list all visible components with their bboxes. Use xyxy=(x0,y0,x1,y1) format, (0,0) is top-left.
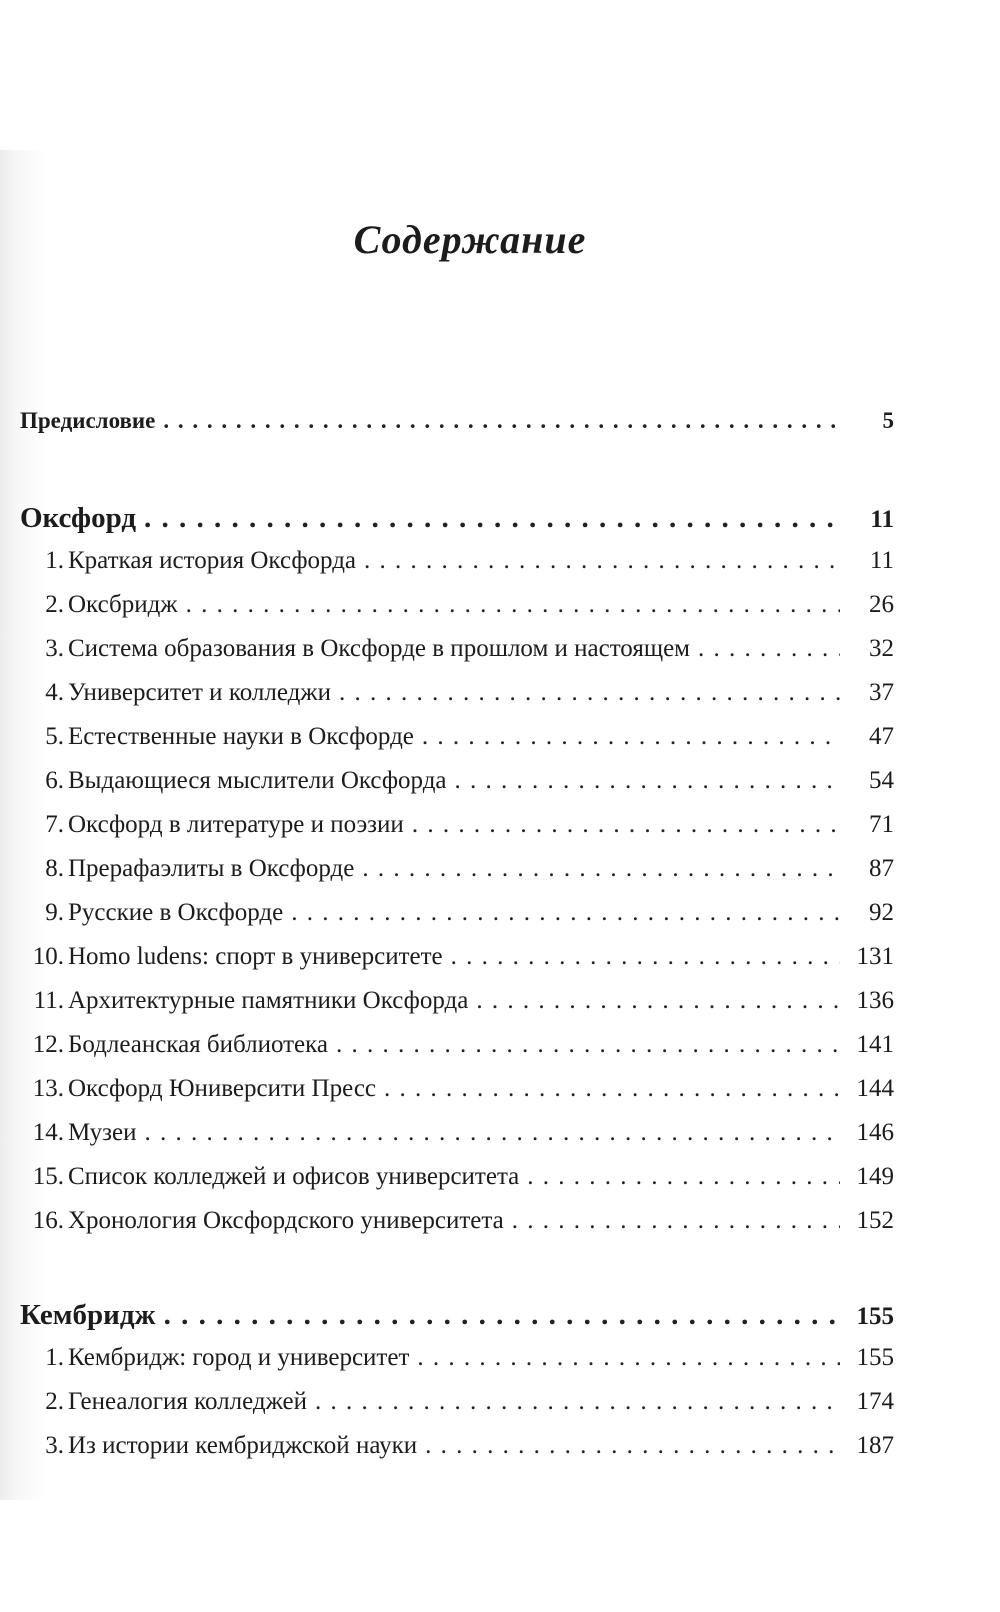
toc-entry xyxy=(20,855,894,899)
entry-label: Оксфорд в литературе и поэзии xyxy=(68,811,404,838)
entry-number: 10. xyxy=(32,943,64,970)
entry-number: 12. xyxy=(32,1031,64,1058)
entry-number: 7. xyxy=(45,811,64,838)
toc-entry xyxy=(20,635,894,679)
toc-entry xyxy=(20,547,894,591)
entry-label: Оксфорд Юниверсити Пресс xyxy=(68,1075,377,1102)
entry-page-number: 37 xyxy=(869,679,894,706)
dot-leader xyxy=(186,591,840,619)
dot-leader xyxy=(527,1163,840,1191)
entry-label: Кембридж: город и университет xyxy=(68,1344,410,1371)
entry-label: Краткая история Оксфорда xyxy=(68,547,357,574)
entry-page-number: 131 xyxy=(856,943,894,970)
toc-entry xyxy=(20,723,894,767)
dot-leader xyxy=(412,811,840,839)
entry-page-number: 146 xyxy=(856,1119,894,1146)
entry-number: 2. xyxy=(45,591,64,618)
dot-leader xyxy=(163,408,840,434)
toc-entry xyxy=(20,591,894,635)
dot-leader xyxy=(336,1031,840,1059)
toc-entry xyxy=(20,811,894,855)
entry-page-number: 92 xyxy=(869,899,894,926)
entry-number: 14. xyxy=(32,1119,64,1146)
entry-label: Homo ludens: спорт в университете xyxy=(68,943,443,970)
entry-number: 11. xyxy=(33,987,64,1014)
dot-leader xyxy=(451,943,840,971)
dot-leader xyxy=(698,635,840,663)
dot-leader xyxy=(364,547,840,575)
entry-label: Из истории кембриджской науки xyxy=(68,1432,418,1459)
entry-number: 16. xyxy=(32,1207,64,1234)
entry-page-number: 155 xyxy=(856,1344,894,1371)
entry-page-number: 136 xyxy=(856,987,894,1014)
dot-leader xyxy=(455,767,840,795)
toc-part-cambridge xyxy=(20,1299,894,1332)
dot-leader xyxy=(144,502,840,535)
part-page-number: 155 xyxy=(856,1303,894,1330)
toc-entry xyxy=(20,767,894,811)
dot-leader xyxy=(339,679,840,707)
dot-leader xyxy=(422,723,840,751)
entry-number: 4. xyxy=(45,679,64,706)
toc-entry xyxy=(20,1119,894,1163)
toc-entry xyxy=(20,1163,894,1207)
entry-number: 3. xyxy=(45,635,64,662)
toc-entry xyxy=(20,679,894,723)
dot-leader xyxy=(291,899,840,927)
entry-number: 1. xyxy=(45,1344,64,1371)
toc-entry-preface xyxy=(20,408,894,434)
toc-entry xyxy=(20,1432,894,1476)
entry-label: Генеалогия колледжей xyxy=(68,1388,308,1415)
entry-label: Бодлеанская библиотека xyxy=(68,1031,329,1058)
entry-label: Предисловие xyxy=(20,408,156,433)
entry-number: 2. xyxy=(45,1388,64,1415)
entry-page-number: 71 xyxy=(869,811,894,838)
entry-label: Архитектурные памятники Оксфорда xyxy=(68,987,469,1014)
part-page-number: 11 xyxy=(870,506,894,533)
toc-part-oxford xyxy=(20,502,894,535)
entry-page-number: 32 xyxy=(869,635,894,662)
entry-number: 3. xyxy=(45,1432,64,1459)
dot-leader xyxy=(512,1207,840,1235)
entry-page-number: 54 xyxy=(869,767,894,794)
toc-entry xyxy=(20,943,894,987)
dot-leader xyxy=(417,1344,840,1372)
entry-label: Оксбридж xyxy=(68,591,178,618)
entry-label: Университет и колледжи xyxy=(68,679,331,706)
dot-leader xyxy=(144,1119,840,1147)
toc-entry xyxy=(20,1207,894,1251)
toc-entry xyxy=(20,1344,894,1388)
entry-label: Естественные науки в Оксфорде xyxy=(68,723,414,750)
entry-label: Хронология Оксфордского университета xyxy=(68,1207,504,1234)
part-label: Кембридж xyxy=(20,1299,156,1331)
entry-label: Прерафаэлиты в Оксфорде xyxy=(68,855,355,882)
entry-number: 1. xyxy=(45,547,64,574)
entry-number: 6. xyxy=(45,767,64,794)
dot-leader xyxy=(164,1299,840,1332)
dot-leader xyxy=(425,1432,840,1460)
toc-entry xyxy=(20,1031,894,1075)
entry-page-number: 26 xyxy=(869,591,894,618)
entry-number: 9. xyxy=(45,899,64,926)
dot-leader xyxy=(362,855,840,883)
part-label: Оксфорд xyxy=(20,502,137,534)
toc-entry xyxy=(20,1075,894,1119)
entry-page-number: 47 xyxy=(869,723,894,750)
toc-entry xyxy=(20,987,894,1031)
entry-label: Система образования в Оксфорде в прошлом и настоящем xyxy=(68,635,690,662)
dot-leader xyxy=(315,1388,840,1416)
entry-page-number: 174 xyxy=(856,1388,894,1415)
entry-label: Выдающиеся мыслители Оксфорда xyxy=(68,767,447,794)
toc-entry xyxy=(20,899,894,943)
entry-number: 15. xyxy=(32,1163,64,1190)
entry-label: Русские в Оксфорде xyxy=(68,899,284,926)
entry-page-number: 11 xyxy=(869,547,894,574)
toc-entry xyxy=(20,1388,894,1432)
entry-number: 5. xyxy=(45,723,64,750)
entry-label: Музеи xyxy=(68,1119,137,1146)
dot-leader xyxy=(476,987,840,1015)
page-title: Содержание xyxy=(353,217,587,262)
entry-page-number: 141 xyxy=(856,1031,894,1058)
dot-leader xyxy=(384,1075,840,1103)
entry-page-number: 187 xyxy=(856,1432,894,1459)
entry-number: 13. xyxy=(32,1075,64,1102)
entry-page-number: 5 xyxy=(882,408,894,433)
entry-page-number: 87 xyxy=(869,855,894,882)
entry-page-number: 149 xyxy=(856,1163,894,1190)
entry-page-number: 152 xyxy=(856,1207,894,1234)
entry-label: Список колледжей и офисов университета xyxy=(68,1163,520,1190)
entry-page-number: 144 xyxy=(856,1075,894,1102)
entry-number: 8. xyxy=(45,855,64,882)
